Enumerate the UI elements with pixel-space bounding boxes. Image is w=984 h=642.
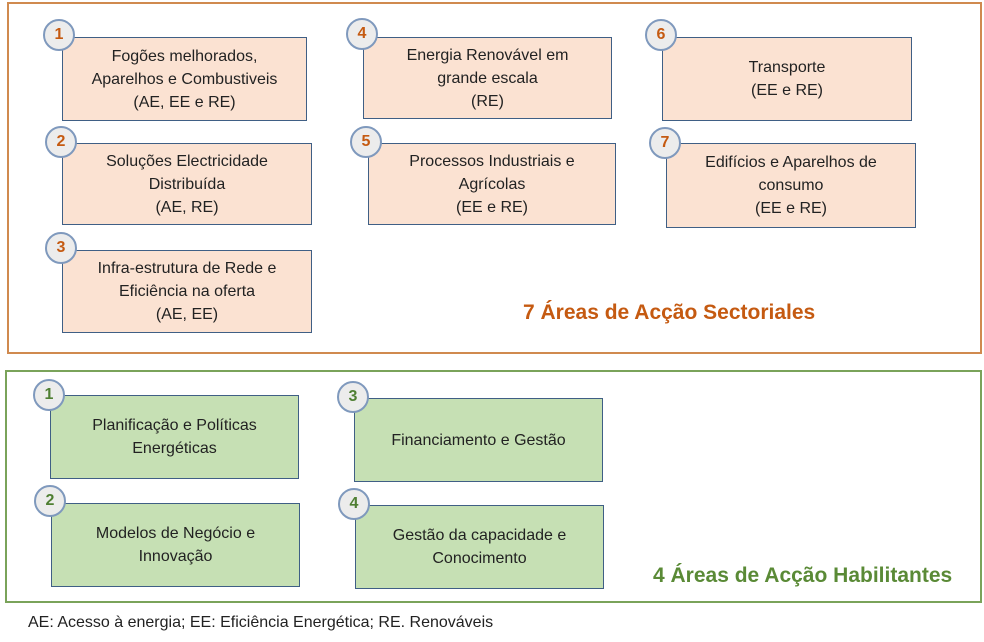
sectorial-area-3-line-3: (AE, EE)	[155, 306, 219, 323]
enabling-area-3-line-1: Financiamento e Gestão	[391, 431, 566, 449]
enabling-area-4-line-1: Gestão da capacidade e	[392, 527, 567, 544]
sectorial-area-1-line-3: (AE, EE e RE)	[133, 93, 236, 111]
enabling-area-4-line-2: Conocimento	[432, 550, 527, 567]
abbreviation-legend: AE: Acesso à energia; EE: Eficiência Energética; RE. Renováveis	[28, 614, 494, 631]
sectorial-area-1-line-2: Aparelhos e Combustiveis	[91, 70, 278, 88]
sectorial-area-6-box	[662, 37, 912, 121]
sectorial-area-2-line-3: (AE, RE)	[155, 198, 219, 216]
enabling-area-1-number: 1	[33, 379, 65, 411]
sectorial-area-4-line-1: Energia Renovável em	[406, 46, 569, 64]
sectorial-area-7-line-1: Edifícios e Aparelhos de	[705, 154, 877, 171]
sectorial-area-2-line-1: Soluções Electricidade	[106, 152, 268, 170]
sectorial-area-3-box	[62, 250, 312, 333]
enabling-area-4-number: 4	[338, 488, 370, 520]
sectorial-area-4-line-2: grande escala	[437, 69, 538, 87]
sectorial-area-2-line-2: Distribuída	[148, 175, 226, 193]
sectorial-area-5-number: 5	[350, 126, 382, 158]
sectorial-area-5-line-1: Processos Industriais e	[409, 152, 575, 170]
sectorial-area-7-box	[666, 143, 916, 228]
sectorial-area-7-line-2: consumo	[758, 177, 824, 194]
sectorial-area-4-number: 4	[346, 18, 378, 50]
sectorial-area-1-line-1: Fogões melhorados,	[111, 47, 258, 65]
enabling-area-2-line-1: Modelos de Negócio e	[95, 525, 256, 542]
sectorial-areas-title: 7 Áreas de Acção Sectoriales	[523, 301, 816, 324]
enabling-area-2-box	[51, 503, 300, 587]
sectorial-area-4-box	[363, 37, 612, 119]
sectorial-area-1-box	[62, 37, 307, 121]
sectorial-area-5-box	[368, 143, 616, 225]
sectorial-area-3-number: 3	[45, 232, 77, 264]
enabling-area-1-line-1: Planificação e Políticas	[92, 417, 257, 434]
sectorial-area-6-number: 6	[645, 19, 677, 51]
sectorial-area-3-line-2: Eficiência na oferta	[118, 283, 256, 300]
sectorial-area-2-box	[62, 143, 312, 225]
sectorial-area-5-line-3: (EE e RE)	[455, 198, 528, 216]
sectorial-area-6-line-2: (EE e RE)	[750, 82, 823, 99]
enabling-area-1-line-2: Energéticas	[132, 440, 217, 457]
enabling-area-3-number: 3	[337, 381, 369, 413]
enabling-area-4-box	[355, 505, 604, 589]
sectorial-area-3-line-1: Infra-estrutura de Rede e	[97, 260, 277, 277]
enabling-area-3-box	[354, 398, 603, 482]
sectorial-area-2-number: 2	[45, 126, 77, 158]
enabling-areas-title: 4 Áreas de Acção Habilitantes	[653, 564, 953, 587]
enabling-area-2-number: 2	[34, 485, 66, 517]
enabling-area-1-box	[50, 395, 299, 479]
sectorial-area-4-line-3: (RE)	[471, 92, 504, 110]
sectorial-area-6-line-1: Transporte	[748, 59, 826, 76]
enabling-area-2-line-2: Innovação	[138, 548, 213, 565]
sectorial-area-5-line-2: Agrícolas	[458, 175, 526, 193]
sectorial-area-7-number: 7	[649, 127, 681, 159]
sectorial-area-7-line-3: (EE e RE)	[754, 200, 827, 217]
sectorial-area-1-number: 1	[43, 19, 75, 51]
